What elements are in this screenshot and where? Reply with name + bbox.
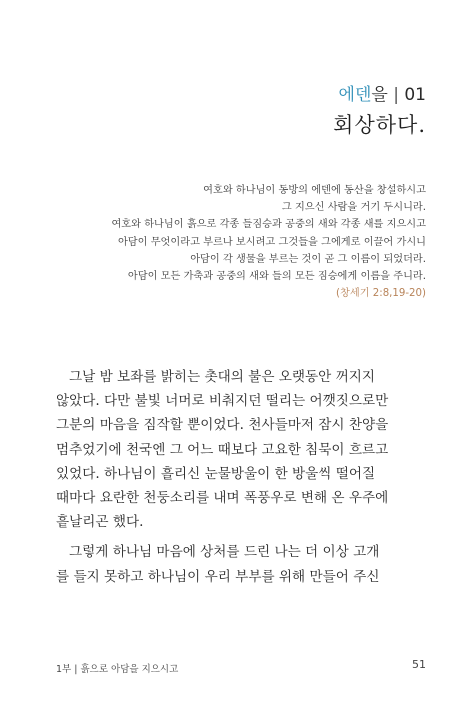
- chapter-eden-word: 에덴: [338, 85, 372, 105]
- verse-line: 여호와 하나님이 동방의 에덴에 동산을 창설하시고: [203, 185, 426, 196]
- page-number: 51: [412, 658, 426, 671]
- body-line: 그렇게 하나님 마음에 상처를 드린 나는 더 이상 고개: [69, 544, 380, 561]
- body-line: 멈추었기에 천국엔 그 어느 때보다 고요한 침묵이 흐르고: [56, 441, 389, 458]
- verse-line: 아담이 모든 가축과 공중의 새와 들의 모든 짐승에게 이름을 주니라.: [127, 271, 426, 283]
- body-line: 때마다 요란한 천둥소리를 내며 폭풍우로 변해 온 우주에: [56, 490, 389, 507]
- body-line: 흩날리곤 했다.: [56, 514, 144, 531]
- body-text: [56, 365, 411, 589]
- verse-line: 아담이 무엇이라고 부르나 보시려고 그것들을 그에게로 이끌어 가시니: [117, 236, 426, 248]
- verse-line: 그 지으신 사람을 거기 두시니라.: [281, 202, 426, 214]
- verse-line: 여호와 하나님이 흙으로 각종 들짐승과 공중의 새와 각종 새를 지으시고: [111, 219, 426, 231]
- body-line: 않았다. 다만 불빛 너머로 비춰지던 떨리는 어깻짓으로만: [56, 393, 389, 410]
- body-line: 있었다. 하나님이 흘리신 눈물방울이 한 방울씩 떨어질: [56, 465, 376, 482]
- chapter-separator: |: [393, 85, 399, 105]
- chapter-particle: 을: [371, 85, 388, 105]
- running-title: 1부 | 흙으로 아담을 지으시고: [56, 664, 179, 675]
- body-line: 그분의 마음을 짐작할 뿐이었다. 천사들마저 잠시 찬양을: [56, 417, 389, 434]
- body-line: 그날 밤 보좌를 밝히는 촛대의 불은 오랫동안 꺼지지: [69, 369, 376, 385]
- verse-reference: (창세기 2:8,19-20): [336, 288, 426, 300]
- body-line: 를 들지 못하고 하나님이 우리 부부를 위해 만들어 주신: [56, 568, 380, 585]
- verse-line: 아담이 각 생물을 부르는 것이 곧 그 이름이 되었더라.: [190, 253, 426, 265]
- epigraph-verse: [96, 182, 426, 302]
- chapter-label: [333, 84, 426, 106]
- chapter-number: 01: [404, 85, 426, 105]
- chapter-title: 회상하다.: [333, 113, 426, 137]
- chapter-heading: [333, 84, 426, 139]
